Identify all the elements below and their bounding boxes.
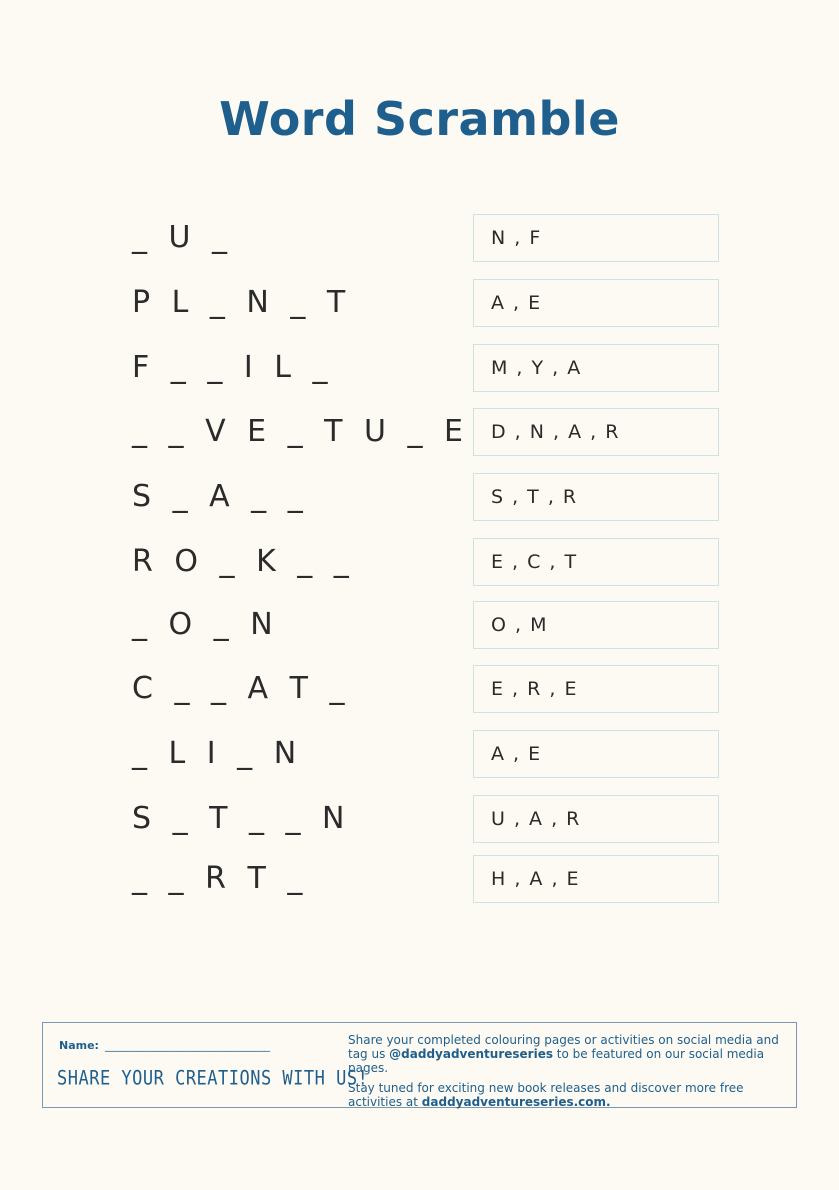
missing-letters-box [473, 601, 719, 649]
missing-letters: A , E [491, 292, 542, 314]
missing-letters-box [473, 473, 719, 521]
share-text-part-1: Share your completed colouring pages or activities on social media and tag us [348, 1033, 779, 1061]
missing-letters: O , M [491, 614, 548, 636]
website-period: . [606, 1095, 611, 1109]
missing-letters-box [473, 279, 719, 327]
scramble-row [0, 279, 839, 329]
scramble-row [0, 601, 839, 651]
scramble-row [0, 730, 839, 780]
share-creations-heading: SHARE YOUR CREATIONS WITH US! [57, 1067, 369, 1090]
missing-letters-box [473, 665, 719, 713]
missing-letters: S , T , R [491, 486, 578, 508]
scramble-puzzle: F _ _ I L _ [132, 350, 334, 385]
share-text-part-2: to be featured on our social media pages. [348, 1047, 765, 1075]
scramble-row [0, 344, 839, 394]
scramble-row [0, 473, 839, 523]
missing-letters-box [473, 344, 719, 392]
scramble-puzzle: R O _ K _ _ [132, 544, 355, 579]
scramble-puzzle: _ U _ [132, 220, 234, 255]
scramble-row [0, 214, 839, 264]
name-blank-line: ______________________________ [104, 1039, 270, 1052]
page-title: Word Scramble [219, 92, 620, 146]
social-handle: @daddyadventureseries [389, 1047, 553, 1061]
missing-letters: N , F [491, 227, 542, 249]
scramble-row [0, 795, 839, 845]
website-link: daddyadventureseries.com [421, 1095, 607, 1109]
scramble-puzzle: P L _ N _ T [132, 285, 352, 320]
missing-letters-box [473, 538, 719, 586]
footer-message [348, 1033, 793, 1115]
missing-letters-box [473, 855, 719, 903]
stay-tuned-text: Stay tuned for exciting new book releases and discover more free activities at [348, 1081, 744, 1109]
scramble-puzzle: S _ A _ _ [132, 479, 309, 514]
missing-letters: H , A , E [491, 868, 581, 890]
stay-tuned-paragraph [348, 1081, 793, 1109]
scramble-puzzle: _ L I _ N [132, 736, 303, 771]
scramble-puzzle: _ _ R T _ [132, 861, 309, 896]
missing-letters: E , R , E [491, 678, 578, 700]
scramble-puzzle: C _ _ A T _ [132, 671, 351, 706]
scramble-puzzle: _ O _ N [132, 607, 279, 642]
scramble-puzzle: _ _ V E _ T U _ E [132, 414, 470, 449]
scramble-row [0, 665, 839, 715]
missing-letters: A , E [491, 743, 542, 765]
missing-letters: U , A , R [491, 808, 581, 830]
scramble-puzzle: S _ T _ _ N [132, 801, 351, 836]
missing-letters-box [473, 408, 719, 456]
missing-letters-box [473, 730, 719, 778]
missing-letters: M , Y , A [491, 357, 582, 379]
missing-letters: E , C , T [491, 551, 578, 573]
footer-box [42, 1022, 797, 1108]
scramble-row [0, 538, 839, 588]
missing-letters-box [473, 795, 719, 843]
name-label: Name: [59, 1039, 99, 1052]
scramble-row [0, 408, 839, 458]
scramble-row [0, 855, 839, 905]
name-field [59, 1039, 270, 1052]
missing-letters-box [473, 214, 719, 262]
share-paragraph [348, 1033, 793, 1075]
missing-letters: D , N , A , R [491, 421, 620, 443]
